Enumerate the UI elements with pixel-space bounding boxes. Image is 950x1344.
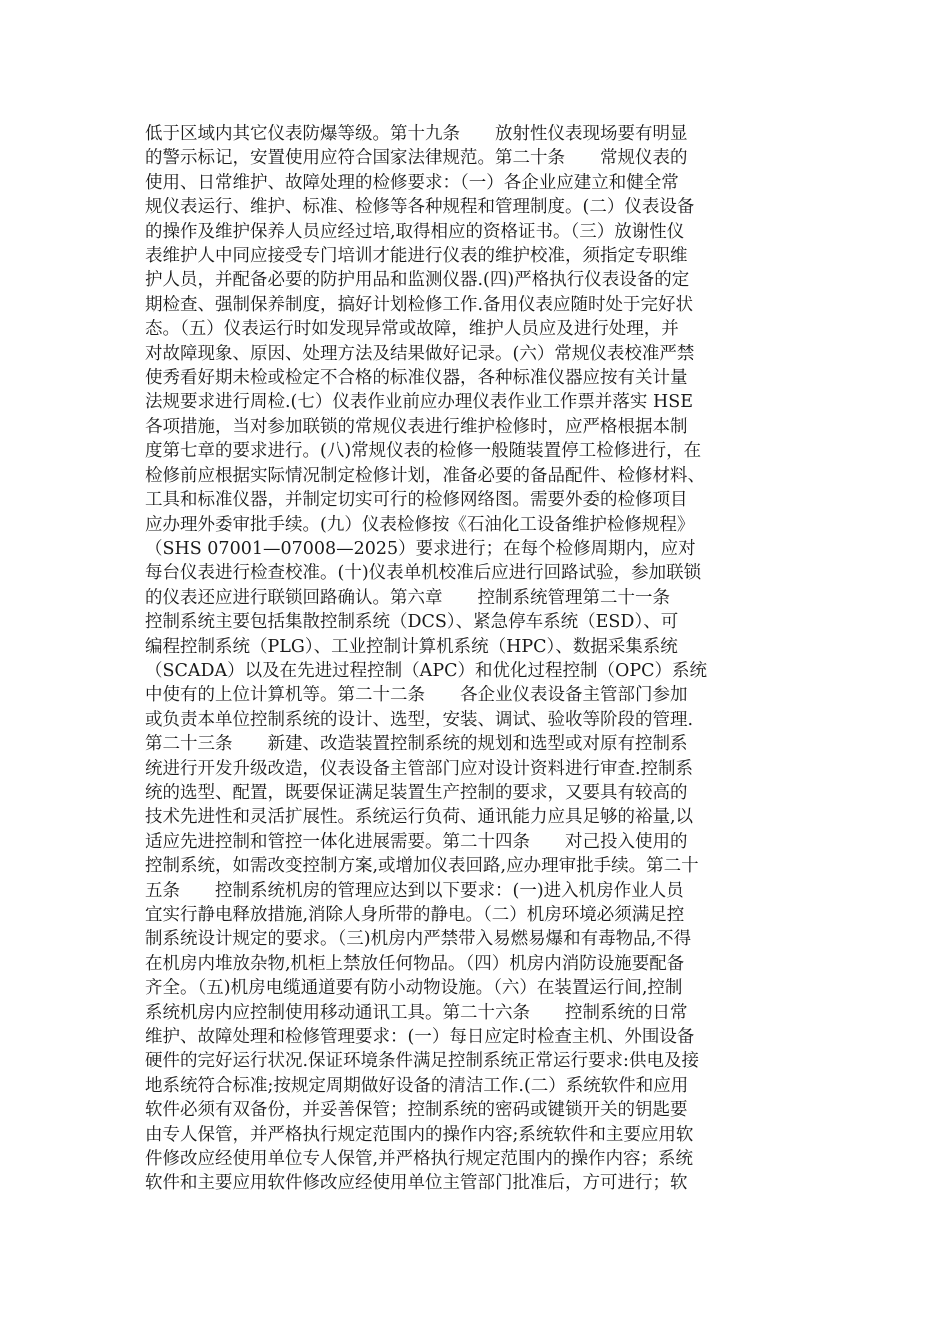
- text-line: 制系统设计规定的要求。（三)机房内严禁带入易燃易爆和有毒物品,不得: [145, 929, 692, 950]
- text-line: 态。（五）仪表运行时如发现异常或故障，维护人员应及进行处理，并: [145, 319, 679, 340]
- text-line: 应办理外委审批手续。(九）仪表检修按《石油化工设备维护检修规程》: [145, 514, 695, 535]
- text-line: 表维护人中同应接受专门培训才能进行仪表的维护校准，须指定专职维: [145, 246, 688, 267]
- text-line: 检修前应根据实际情况制定检修计划，准备必要的备品配件、检修材料、: [145, 465, 705, 486]
- text-line: 编程控制系统（PLG）、工业控制计算机系统（HPC）、数据采集系统: [145, 636, 678, 657]
- text-line: 控制系统主要包括集散控制系统（DCS）、紧急停车系统（ESD）、可: [145, 612, 679, 633]
- text-line: 度第七章的要求进行。(八)常规仪表的检修一般随装置停工检修进行，在: [145, 441, 702, 462]
- text-line: 期检查、强制保养制度，搞好计划检修工作.备用仪表应随时处于完好状: [145, 294, 694, 315]
- text-line: 维护、故障处理和检修管理要求：(一）每日应定时检查主机、外围设备: [145, 1027, 695, 1048]
- text-line: 软件和主要应用软件修改应经使用单位主管部门批准后，方可进行；软: [145, 1173, 688, 1194]
- text-line: 每台仪表进行检查校准。(十)仪表单机校准后应进行回路试验，参加联锁: [145, 563, 702, 584]
- text-line: 的警示标记，安置使用应符合国家法律规范。第二十条 常规仪表的: [145, 148, 688, 169]
- text-line: 统进行开发升级改造，仪表设备主管部门应对设计资料进行审查.控制系: [145, 758, 694, 779]
- text-line: 的操作及维护保养人员应经过培,取得相应的资格证书。（三）放谢性仪: [145, 221, 685, 242]
- text-line: 规仪表运行、维护、标准、检修等各种规程和管理制度。(二）仪表设备: [145, 197, 695, 218]
- text-line: 护人员，并配备必要的防护用品和监测仪器.(四)严格执行仪表设备的定: [145, 270, 690, 291]
- text-line: 在机房内堆放杂物,机柜上禁放任何物品。（四）机房内消防设施要配备: [145, 953, 685, 974]
- text-line: 工具和标准仪器，并制定切实可行的检修网络图。需要外委的检修项目: [145, 490, 688, 511]
- text-line: 件修改应经使用单位专人保管,并严格执行规定范围内的操作内容；系统: [145, 1149, 694, 1170]
- text-line: 技术先进性和灵活扩展性。系统运行负荷、通讯能力应具足够的裕量,以: [145, 807, 694, 828]
- text-line: （SCADA）以及在先进过程控制（APC）和优化过程控制（OPC）系统: [145, 660, 707, 681]
- text-line: 的仪表还应进行联锁回路确认。第六章 控制系统管理第二十一条: [145, 587, 705, 608]
- text-line: 使秀看好期未检或检定不合格的标准仪器，各种标准仪器应按有关计量: [145, 368, 688, 389]
- text-line: 齐全。（五)机房电缆通道要有防小动物设施。（六）在装置运行间,控制: [145, 978, 683, 999]
- text-line: 宜实行静电释放措施,消除人身所带的静电。（二）机房环境必须满足控: [145, 905, 685, 925]
- text-line: 使用、日常维护、故障处理的检修要求：（一）各企业应建立和健全常: [145, 172, 679, 193]
- text-line: 地系统符合标准;按规定周期做好设备的清洁工作.(二）系统软件和应用: [145, 1075, 689, 1096]
- text-line: 第二十三条 新建、改造装置控制系统的规划和选型或对原有控制系: [145, 734, 688, 755]
- text-line: 低于区域内其它仪表防爆等级。第十九条 放射性仪表现场要有明显: [145, 124, 688, 144]
- text-line: 或负责本单位控制系统的设计、选型，安装、调试、验收等阶段的管理.: [145, 709, 694, 730]
- text-line: 软件必须有双备份，并妥善保管；控制系统的密码或键锁开关的钥匙要: [145, 1100, 688, 1121]
- text-line: 统的选型、配置，既要保证满足装置生产控制的要求，又要具有较高的: [145, 782, 688, 803]
- text-line: 由专人保管，并严格执行规定范围内的操作内容;系统软件和主要应用软: [145, 1124, 694, 1145]
- text-line: 系统机房内应控制使用移动通讯工具。第二十六条 控制系统的日常: [145, 1002, 688, 1023]
- text-line: 五条 控制系统机房的管理应达到以下要求：(一)进入机房作业人员: [145, 880, 684, 901]
- text-line: 中使有的上位计算机等。第二十二条 各企业仪表设备主管部门参加: [145, 685, 688, 706]
- body-text: [145, 122, 813, 1196]
- text-line: 控制系统，如需改变控制方案,或增加仪表回路,应办理审批手续。第二十: [145, 856, 699, 877]
- text-line: 硬件的完好运行状况.保证环境条件满足控制系统正常运行要求:供电及接: [145, 1051, 699, 1072]
- text-line: 对故障现象、原因、处理方法及结果做好记录。(六）常规仪表校准严禁: [145, 343, 695, 364]
- text-line: （SHS 07001—07008—2025）要求进行；在每个检修周期内，应对: [145, 538, 696, 559]
- text-line: 适应先进控制和管控一体化进展需要。第二十四条 对己投入使用的: [145, 831, 688, 852]
- text-line: 法规要求进行周检.(七）仪表作业前应办理仪表作业工作票并落实 HSE: [145, 392, 693, 413]
- text-line: 各项措施，当对参加联锁的常规仪表进行维护检修时，应严格根据本制: [145, 416, 688, 437]
